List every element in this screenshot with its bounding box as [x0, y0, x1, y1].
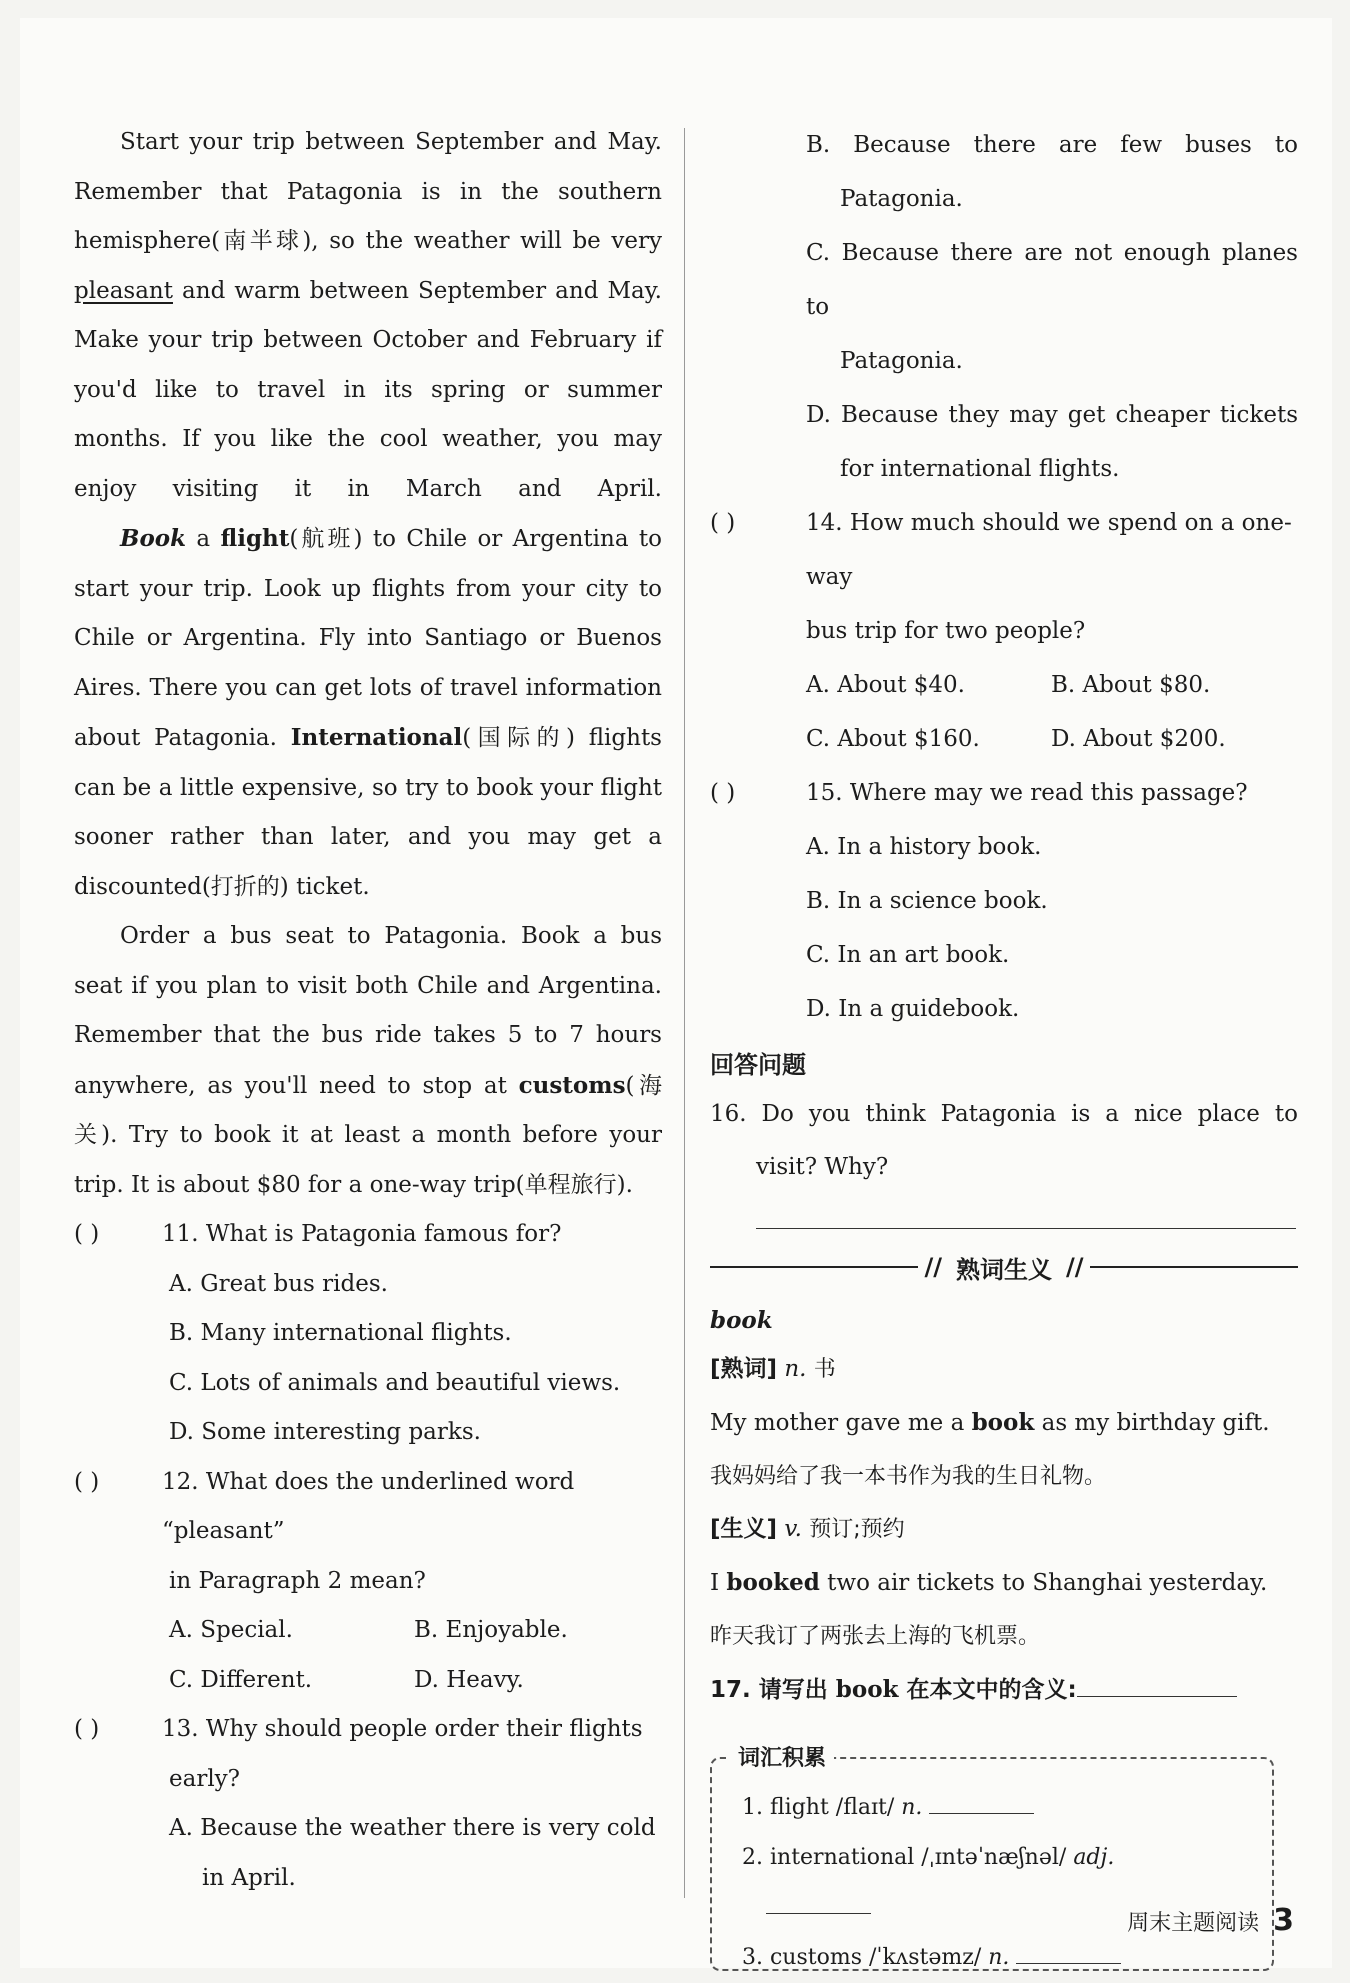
vocab-item: 3. customs /ˈkʌstəmz/ n.: [742, 1933, 1252, 1983]
option: D. Some interesting parks.: [169, 1419, 481, 1445]
slash-mark: //: [924, 1253, 942, 1281]
page-footer: [1127, 1903, 1294, 1938]
option-row: C. About $160. D. About $200.: [806, 726, 1226, 752]
question-text-cont: bus trip for two people?: [806, 618, 1086, 644]
answer-line[interactable]: [756, 1214, 1296, 1229]
option: B. Because there are few buses to: [806, 132, 1298, 158]
question-12: ( ) 12. What does the underlined word “pleasant”: [74, 1458, 662, 1557]
option: A. Because the weather there is very cold: [169, 1815, 656, 1841]
question-11: ( ) 11. What is Patagonia famous for?: [74, 1210, 662, 1260]
vocabulary-title: 词汇积累: [730, 1741, 834, 1772]
section-heading: 回答问题: [710, 1051, 806, 1079]
option: B. In a science book.: [806, 888, 1048, 914]
option: C. In an art book.: [806, 942, 1010, 968]
answer-bracket[interactable]: ( ): [74, 1468, 100, 1495]
option: D. In a guidebook.: [806, 996, 1020, 1022]
underlined-word-pleasant: pleasant: [74, 277, 173, 304]
option: B. Many international flights.: [169, 1320, 512, 1346]
answer-blank[interactable]: [1016, 1963, 1121, 1964]
option: C. Lots of animals and beautiful views.: [169, 1369, 621, 1396]
paragraph-2: Start your trip between September and May. Remember that Patagonia is in the southern hemisphere(南半球), so the weather will be very pleasant and warm between September and May. Make your trip between October and February if you'd like to travel in its spring or summer months. If you like the cool weather, you may enjoy visiting it in March and April.: [74, 129, 662, 502]
divider-line: [710, 1266, 918, 1268]
question-16: 16. Do you think Patagonia is a nice place to: [710, 1101, 1298, 1127]
answer-blank[interactable]: [766, 1913, 871, 1914]
option-cont: Patagonia.: [840, 348, 963, 374]
answer-bracket[interactable]: ( ): [74, 1221, 100, 1247]
option-row: A. Special. B. Enjoyable.: [169, 1617, 568, 1643]
page: [20, 18, 1332, 1968]
page-number: 3: [1273, 1903, 1294, 1938]
option: A. Great bus rides.: [169, 1270, 388, 1297]
column-divider: [684, 128, 685, 1898]
left-column: [74, 118, 662, 1903]
banner-title: 熟词生义: [956, 1255, 1052, 1284]
option-cont: in April.: [202, 1864, 296, 1891]
question-text-cont: early?: [169, 1765, 240, 1792]
paragraph-4: Order a bus seat to Patagonia. Book a bus seat if you plan to visit both Chile and Argentina. Remember that the bus ride takes 5 to 7 hours anywhere, as you'll need to stop at customs(海关). Try to book it at least a month before your trip. It is about $80 for a one-way trip(单程旅行).: [74, 923, 662, 1198]
example-cn: 昨天我订了两张去上海的飞机票。: [710, 1624, 1041, 1649]
example-en: I booked two air tickets to Shanghai yesterday.: [710, 1569, 1268, 1596]
vocab-item: 2. international /ˌɪntəˈnæʃnəl/ adj.: [742, 1845, 1115, 1870]
option-row: C. Different. D. Heavy.: [169, 1666, 524, 1693]
question-text-cont: in Paragraph 2 mean?: [169, 1567, 426, 1594]
question-17: 17. 请写出 book 在本文中的含义:: [710, 1663, 1298, 1717]
option: C. Because there are not enough planes to: [806, 240, 1298, 320]
option: A. In a history book.: [806, 834, 1042, 860]
right-column: [710, 118, 1298, 1971]
familiar-meaning: [熟词] n. 书: [710, 1356, 836, 1382]
vocab-item: 1. flight /flaɪt/ n.: [742, 1783, 1252, 1833]
answer-blank[interactable]: [929, 1813, 1034, 1814]
headword: book: [710, 1307, 773, 1334]
paragraph-3: Book a flight(航班) to Chile or Argentina to start your trip. Look up flights from your city to Chile or Argentina. Fly into Santiago or Buenos Aires. There you can get lots of travel information about Patagonia. International(国际的) flights can be a little expensive, so try to book your flight sooner rather than later, and you may get a discounted(打折的) ticket.: [74, 525, 662, 900]
answer-blank[interactable]: [1077, 1696, 1237, 1697]
new-meaning: [生义] v. 预订;预约: [710, 1516, 905, 1542]
question-13: ( ) 13. Why should people order their flights: [74, 1705, 662, 1755]
divider-line: [1090, 1266, 1298, 1268]
example-cn: 我妈妈给了我一本书作为我的生日礼物。: [710, 1464, 1107, 1489]
question-15: ( ) 15. Where may we read this passage?: [710, 766, 1298, 820]
option-cont: Patagonia.: [840, 186, 963, 212]
answer-bracket[interactable]: ( ): [710, 510, 736, 536]
footer-label: 周末主题阅读: [1127, 1911, 1260, 1936]
answer-bracket[interactable]: ( ): [710, 780, 736, 806]
banner: [710, 1247, 1298, 1287]
example-en: My mother gave me a book as my birthday gift.: [710, 1409, 1270, 1436]
vocabulary-box: [710, 1746, 1274, 1971]
question-14: ( ) 14. How much should we spend on a one-way: [710, 496, 1298, 604]
option: D. Because they may get cheaper tickets: [806, 402, 1298, 428]
option-row: A. About $40. B. About $80.: [806, 672, 1211, 698]
option-cont: for international flights.: [840, 456, 1120, 482]
answer-bracket[interactable]: ( ): [74, 1716, 100, 1742]
question-16-cont: visit? Why?: [756, 1154, 889, 1180]
slash-mark: //: [1066, 1253, 1084, 1281]
